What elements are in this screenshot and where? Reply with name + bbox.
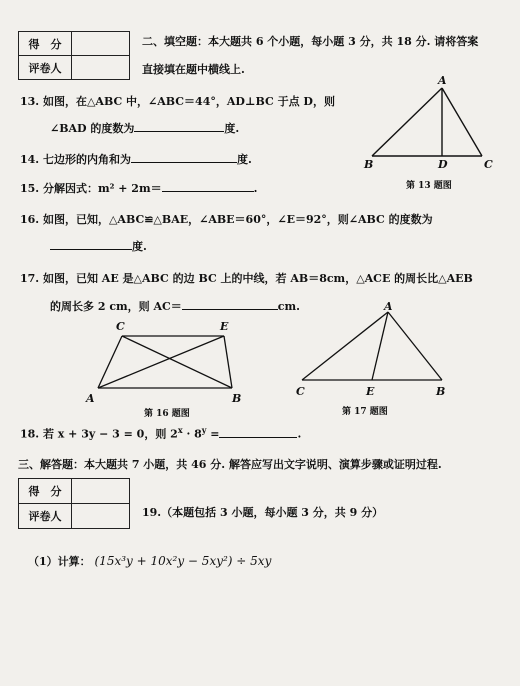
question-16-text: 16. 如图，已知，△ABC≌△BAE，∠ABE＝60°，∠E＝92°，则∠ABC 的度数为	[20, 213, 433, 226]
fig13-label-d: D	[438, 158, 448, 171]
question-13-prefix: ∠BAD 的度数为	[50, 122, 135, 135]
question-15-prefix: 15. 分解因式：m² + 2m＝	[20, 182, 162, 195]
figure-13	[360, 70, 500, 190]
question-16-line2	[50, 238, 147, 254]
answer-blank-13[interactable]	[134, 121, 224, 132]
answer-blank-14[interactable]	[131, 152, 237, 163]
figure-16	[80, 316, 250, 408]
question-14-prefix: 14. 七边形的内角和为	[20, 153, 131, 166]
score-label: 得 分	[19, 479, 72, 504]
question-17-line2	[50, 298, 300, 314]
question-15	[20, 180, 257, 196]
fig13-label-c: C	[484, 158, 493, 171]
answer-blank-15[interactable]	[162, 181, 254, 192]
fig17-label-c: C	[296, 385, 305, 398]
fig16-segment-ae	[98, 336, 224, 388]
question-19-part1	[28, 553, 271, 569]
question-19-part1-expression: (15x³y + 10x²y − 5xy²) ÷ 5xy	[94, 554, 272, 568]
question-14	[20, 151, 252, 167]
fig13-label-a: A	[438, 74, 447, 87]
fig16-label-a: A	[86, 392, 95, 405]
fig16-label-e: E	[220, 320, 229, 333]
question-18-suffix: .	[297, 427, 302, 441]
figure-13-caption: 第 13 题图	[406, 181, 452, 191]
grader-label: 评卷人	[19, 504, 72, 529]
fig17-label-a: A	[384, 300, 393, 313]
section3-header: 三、解答题：本大题共 7 小题，共 46 分. 解答应写出文字说明、演算步骤或证明过程.	[18, 458, 442, 471]
grader-cell[interactable]	[72, 56, 130, 80]
fig17-label-b: B	[436, 385, 446, 398]
fig17-segment-ac	[302, 312, 388, 380]
section2-header-line2: 直接填在题中横线上.	[142, 63, 245, 76]
score-cell[interactable]	[72, 32, 130, 56]
section2-header-line1: 二、填空题：本大题共 6 个小题，每小题 3 分，共 18 分. 请将答案	[142, 35, 479, 48]
fig17-segment-ab	[388, 312, 442, 380]
question-19-part1-label: （1）计算：	[28, 555, 91, 568]
answer-blank-18[interactable]	[219, 427, 297, 438]
question-19-title: 19.（本题包括 3 小题，每小题 3 分，共 9 分）	[142, 506, 384, 519]
figure-17-caption: 第 17 题图	[342, 407, 388, 417]
score-table-section2	[18, 31, 130, 80]
question-13-suffix: 度.	[224, 122, 240, 135]
question-17-prefix: 的周长多 2 cm，则 AC＝	[50, 300, 182, 313]
answer-blank-16[interactable]	[50, 239, 132, 250]
score-label: 得 分	[19, 32, 72, 56]
fig13-segment-ac	[442, 88, 482, 156]
grader-label: 评卷人	[19, 56, 72, 80]
question-18-prefix: 18. 若 x + 3y − 3 = 0，则 2	[20, 427, 178, 441]
question-14-suffix: 度.	[236, 153, 252, 166]
question-18-exp-y: y	[201, 425, 207, 435]
question-13-text: 13. 如图，在△ABC 中，∠ABC＝44°，AD⊥BC 于点 D，则	[20, 95, 335, 108]
question-18-mid: · 8	[182, 427, 202, 441]
fig16-label-c: C	[116, 320, 125, 333]
score-cell[interactable]	[72, 479, 130, 504]
question-18-exp-x: x	[177, 425, 183, 435]
fig13-label-b: B	[364, 158, 374, 171]
question-18-eq: =	[206, 427, 220, 441]
question-18	[20, 425, 301, 442]
fig16-segment-bc	[122, 336, 232, 388]
answer-blank-17[interactable]	[182, 299, 278, 310]
figure-16-caption: 第 16 题图	[144, 409, 190, 419]
question-17-suffix: cm.	[277, 300, 300, 313]
figure-17	[292, 300, 462, 400]
fig16-label-b: B	[232, 392, 242, 405]
question-15-suffix: .	[253, 182, 258, 195]
fig17-label-e: E	[366, 385, 375, 398]
question-17-text: 17. 如图，已知 AE 是△ABC 的边 BC 上的中线，若 AB＝8cm，△ACE 的周长比△AEB	[20, 272, 473, 285]
score-table-section3	[18, 478, 130, 529]
grader-cell[interactable]	[72, 504, 130, 529]
question-13-line2	[50, 120, 239, 136]
fig16-segment-be	[224, 336, 232, 388]
question-16-suffix: 度.	[132, 240, 147, 253]
fig13-segment-ab	[372, 88, 442, 156]
